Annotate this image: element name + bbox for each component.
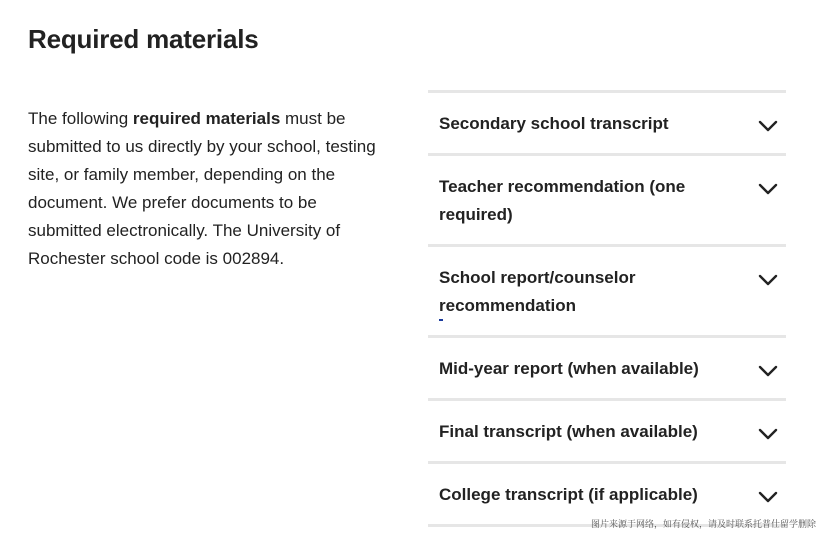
intro-paragraph xyxy=(28,105,390,273)
chevron-down-icon[interactable] xyxy=(758,120,778,132)
intro-text-end: must be submitted to us directly by your school, testing site, or family member, depending on the document. We prefer documents to be submitted electronically. The University of Rochester school code is 002894. xyxy=(28,109,376,268)
accordion-item-school-report[interactable] xyxy=(428,247,786,338)
chevron-down-icon[interactable] xyxy=(758,274,778,286)
intro-text-bold: required materials xyxy=(132,109,281,128)
accordion-item-label: Secondary school transcript xyxy=(439,114,669,133)
page-title: Required materials xyxy=(28,24,259,54)
required-materials-accordion xyxy=(428,90,786,527)
chevron-down-icon[interactable] xyxy=(758,365,778,377)
accordion-item-label: Final transcript (when available) xyxy=(439,422,698,441)
focus-indicator xyxy=(439,319,443,321)
chevron-down-icon[interactable] xyxy=(758,491,778,503)
accordion-item-mid-year-report[interactable] xyxy=(428,338,786,401)
intro-text-start: The following xyxy=(28,109,133,128)
accordion-item-label: College transcript (if applicable) xyxy=(439,485,698,504)
accordion-item-secondary-school-transcript[interactable] xyxy=(428,93,786,156)
chevron-down-icon[interactable] xyxy=(758,183,778,195)
watermark-text: 图片来源于网络，如有侵权，请及时联系托普仕留学删除 xyxy=(590,520,816,530)
accordion-item-final-transcript[interactable] xyxy=(428,401,786,464)
chevron-down-icon[interactable] xyxy=(758,428,778,440)
accordion-item-teacher-recommendation[interactable] xyxy=(428,156,786,247)
accordion-item-label: Mid-year report (when available) xyxy=(439,359,699,378)
accordion-item-label: Teacher recommendation (one required) xyxy=(439,177,686,224)
accordion-item-label: School report/counselor recommendation xyxy=(439,268,636,315)
